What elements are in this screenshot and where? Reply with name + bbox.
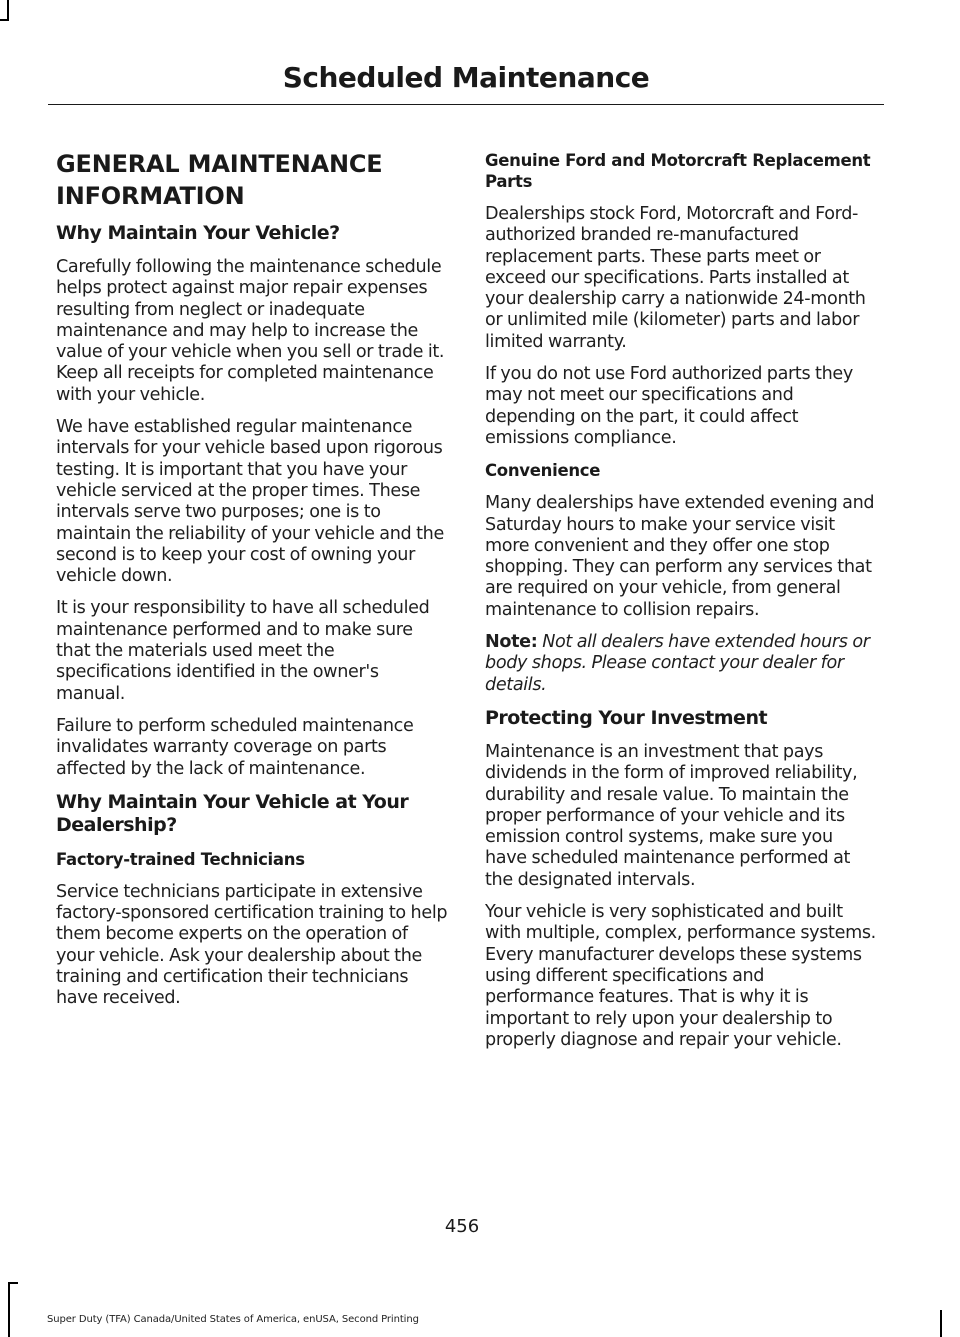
- section-heading: [56, 148, 448, 212]
- crop-mark-top-left-h: [0, 19, 9, 21]
- paragraph: Maintenance is an investment that pays dividends in the form of improved reliability, durability and resale value. To maintain the proper performance of your vehicle and its emission control systems, make sure you have scheduled maintenance performed at the designated intervals.: [485, 741, 858, 890]
- parts-heading: Genuine Ford and Motorcraft Replacement Parts: [485, 151, 871, 191]
- note-text: Not all dealers have extended hours or body shops. Please contact your dealer for details.: [485, 632, 870, 695]
- dealership-heading: Why Maintain Your Vehicle at Your Dealership?: [56, 790, 409, 836]
- paragraph: If you do not use Ford authorized parts they may not meet our specifications and depending on the part, it could affect emissions compliance.: [485, 364, 853, 448]
- paragraph: Many dealerships have extended evening and Saturday hours to make your service visit more convenient and they offer one stop shopping. They can perform any services that are required on your vehicle, from general maintenance to collision repairs.: [485, 493, 875, 620]
- publication-footer: Super Duty (TFA) Canada/United States of America, enUSA, Second Printing: [47, 1314, 419, 1325]
- section-heading-line1: GENERAL MAINTENANCE: [56, 150, 383, 178]
- paragraph: It is your responsibility to have all scheduled maintenance performed and to make sure that the materials used meet the specifications identified in the owner's manual.: [56, 598, 430, 704]
- crop-mark-bottom-left-h: [8, 1282, 18, 1284]
- investment-heading: Protecting Your Investment: [485, 706, 768, 729]
- page-title: Scheduled Maintenance: [282, 61, 650, 94]
- paragraph: We have established regular maintenance intervals for your vehicle based upon rigorous testing. It is important that you have your vehicle serviced at the proper times. These intervals serve two purposes; one is to maintain the reliability of your vehicle and the second is to keep your cost of owning your vehicle down.: [56, 417, 444, 587]
- crop-mark-top-left-v: [7, 0, 9, 20]
- crop-mark-bottom-left-v: [8, 1282, 10, 1337]
- convenience-heading: Convenience: [485, 461, 601, 481]
- section-heading-line2: INFORMATION: [56, 182, 245, 210]
- why-maintain-heading: Why Maintain Your Vehicle?: [56, 222, 340, 244]
- note: [485, 632, 877, 696]
- page-number: 456: [444, 1216, 480, 1237]
- paragraph: Service technicians participate in extensive factory-sponsored certification training to help them become experts on the operation of your vehicle. Ask your dealership about the training and certification their technicians have received.: [56, 881, 448, 1009]
- paragraph: Your vehicle is very sophisticated and built with multiple, complex, performance systems. Every manufacturer develops these systems using different specifications and performance features. That is why it is important to rely upon your dealership to properly diagnose and repair your vehicle.: [485, 902, 876, 1050]
- crop-mark-bottom-right-v: [940, 1310, 942, 1337]
- right-column: [485, 148, 877, 1062]
- left-column: [56, 148, 448, 1021]
- note-label: Note:: [485, 632, 538, 653]
- paragraph: Carefully following the maintenance schedule helps protect against major repair expenses resulting from neglect or inadequate maintenance and may help to increase the value of your vehicle when you sell or trade it. Keep all receipts for completed maintenance with your vehicle.: [56, 257, 445, 405]
- paragraph: Dealerships stock Ford, Motorcraft and Ford-authorized branded re-manufactured replacement parts. These parts meet or exceed our specifications. Parts installed at your dealership carry a nationwide 24-month or unlimited mile (kilometer) parts and labor limited warranty.: [485, 204, 866, 352]
- technicians-heading: Factory-trained Technicians: [56, 849, 305, 869]
- page-header: [48, 58, 884, 105]
- paragraph: Failure to perform scheduled maintenance invalidates warranty coverage on parts affected by the lack of maintenance.: [56, 715, 414, 779]
